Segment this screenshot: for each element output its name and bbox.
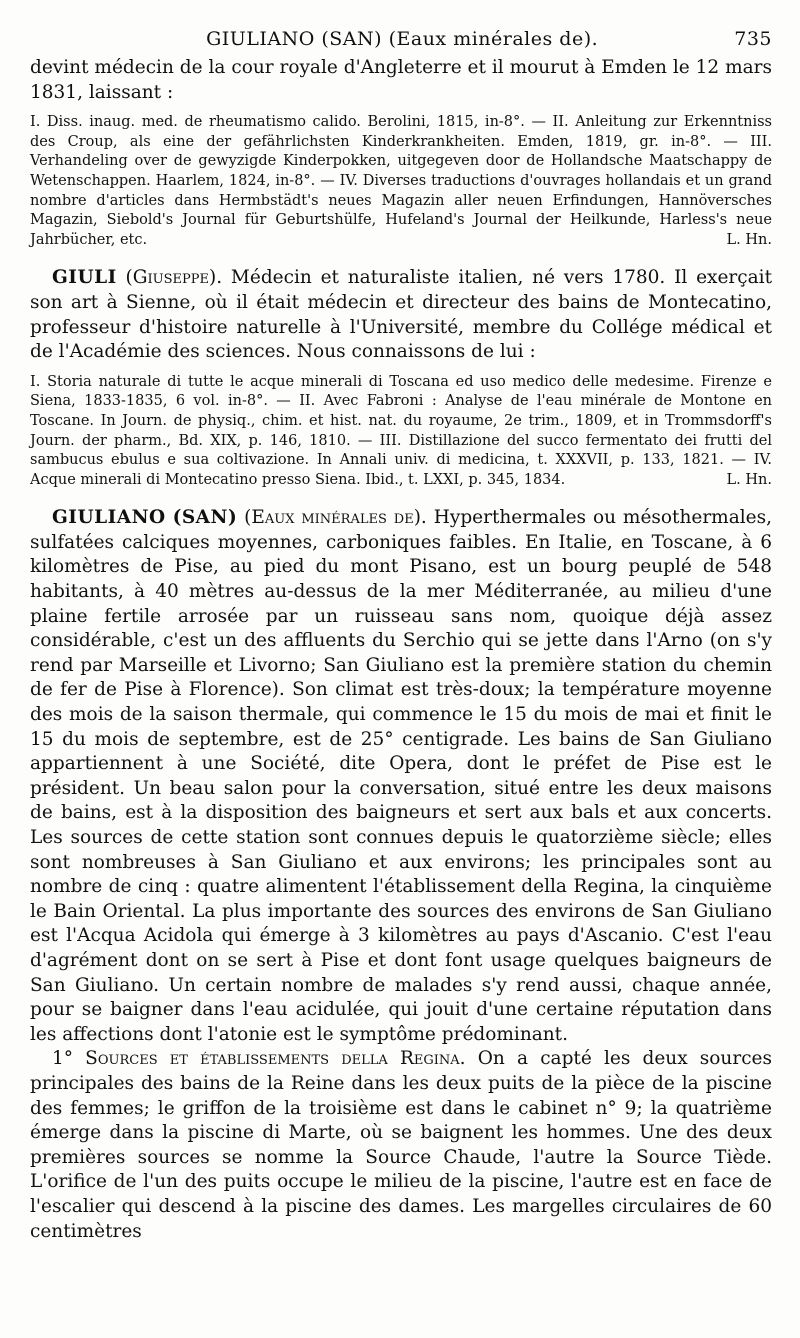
- entry-subtitle: (Eaux minérales de).: [244, 507, 427, 529]
- running-header: [30, 28, 772, 50]
- author-signature: L. Hn.: [726, 471, 772, 488]
- bibliography-text: I. Diss. inaug. med. de rheumatismo calido. Berolini, 1815, in-8°. — II. Anleitung zur Erkenntniss des Croup, als eine der gefährlichsten Kinderkrankheiten. Emden, 1819, gr. in-8°. — III. Verhandeling over de gewyzigde Kinderpokken, uitgegeven door de Hollandsche Maatschappy de Wetenschappen. Haarlem, 1824, in-8°. — IV. Diverses traductions d'ouvrages hollandais et un grand nombre d'articles dans Hermbstädt's neues Magazin aller neuen Erfindungen, Hannöversches Magazin, Siebold's Journal für Geburtshülfe, Hufeland's Journal der Heilkunde, Harless's neue Jahrbücher, etc.: [30, 114, 772, 248]
- bibliography-block: [30, 373, 772, 491]
- forename: (SAN): [172, 507, 238, 529]
- forename: (Giuseppe).: [125, 267, 223, 289]
- bibliography-block: [30, 113, 772, 250]
- running-title: GIULIANO (SAN) (Eaux minérales de).: [206, 28, 599, 50]
- author-signature: L. Hn.: [726, 231, 772, 248]
- section-label: 1° Sources et établissements della Regina.: [52, 1048, 466, 1070]
- main-text: [30, 56, 772, 1244]
- section-text: On a capté les deux sources principales des bains de la Reine dans les deux puits de la pièce de la piscine des femmes; le griffon de la troisième est dans le cabinet n° 9; la quatrième émerge dans la piscine di Marte, où se baignent les hommes. Une des deux premières sources se nomme la Source Chaude, l'autre la Source Tiède. L'orifice de l'un des puits occupe le milieu de la piscine, l'autre est en face de l'escalier qui descend à la piscine des dames. Les margelles circulaires de 60 centimètres: [30, 1048, 772, 1242]
- section-paragraph: [30, 1047, 772, 1244]
- continuation-paragraph: devint médecin de la cour royale d'Angleterre et il mourut à Emden le 12 mars 1831, laissant :: [30, 57, 772, 103]
- headword: GIULIANO: [52, 507, 166, 529]
- entry-giuli: [30, 266, 772, 364]
- entry-text: Médecin et naturaliste italien, né vers 1780. Il exerçait son art à Sienne, où il était médecin et directeur des bains de Montecatino, professeur d'histoire naturelle à l'Université, membre du Collége médical et de l'Académie des sciences. Nous connaissons de lui :: [30, 267, 772, 363]
- entry-giuliano: [30, 506, 772, 1047]
- page-number: 735: [734, 28, 772, 50]
- bibliography-text: I. Storia naturale di tutte le acque minerali di Toscana ed uso medico delle medesime. Firenze e Siena, 1833-1835, 6 vol. in-8°. — II. Avec Fabroni : Analyse de l'eau minérale de Montone en Toscane. In Journ. de physiq., chim. et hist. nat. du royaume, 2e trim., 1809, et in Trommsdorff's Journ. der pharm., Bd. XIX, p. 146, 1810. — III. Distillazione del succo fermentato dei frutti del sambucus ebulus e sua coltivazione. In Annali univ. di medicina, t. XXXVII, p. 133, 1821. — IV. Acque minerali di Montecatino presso Siena. Ibid., t. LXXI, p. 345, 1834.: [30, 373, 772, 488]
- headword: GIULI: [52, 267, 117, 289]
- entry-text: Hyperthermales ou mésothermales, sulfatées calciques moyennes, carboniques faibles. En Italie, en Toscane, à 6 kilomètres de Pise, au pied du mont Pisano, est un bourg peuplé de 548 habitants, à 40 mètres au-dessus de la mer Méditerranée, au milieu d'une plaine fertile arrosée par un ruisseau sans nom, quoique déjà assez considérable, c'est un des affluents du Serchio qui se jette dans l'Arno (on s'y rend par Marseille et Livorno; San Giuliano est la première station du chemin de fer de Pise à Florence). Son climat est très-doux; la température moyenne des mois de la saison thermale, qui commence le 15 du mois de mai et finit le 15 du mois de septembre, est de 25° centigrade. Les bains de San Giuliano appartiennent à une Société, dite Opera, dont le préfet de Pise est le président. Un beau salon pour la conversation, situé entre les deux maisons de bains, est à la disposition des baigneurs et sert aux bals et aux concerts. Les sources de cette station sont connues depuis le quatorzième siècle; elles sont nombreuses à San Giuliano et aux environs; les principales sont au nombre de cinq : quatre alimentent l'établissement della Regina, la cinquième le Bain Oriental. La plus importante des sources des environs de San Giuliano est l'Acqua Acidola qui émerge à 3 kilomètres au pays d'Ascanio. C'est l'eau d'agrément dont on se sert à Pise et dont font usage quelques baigneurs de San Giuliano. Un certain nombre de malades s'y rend aussi, chaque année, pour se baigner dans l'eau acidulée, qui jouit d'une certaine réputation dans les affections dont l'atonie est le symptôme prédominant.: [30, 507, 772, 1045]
